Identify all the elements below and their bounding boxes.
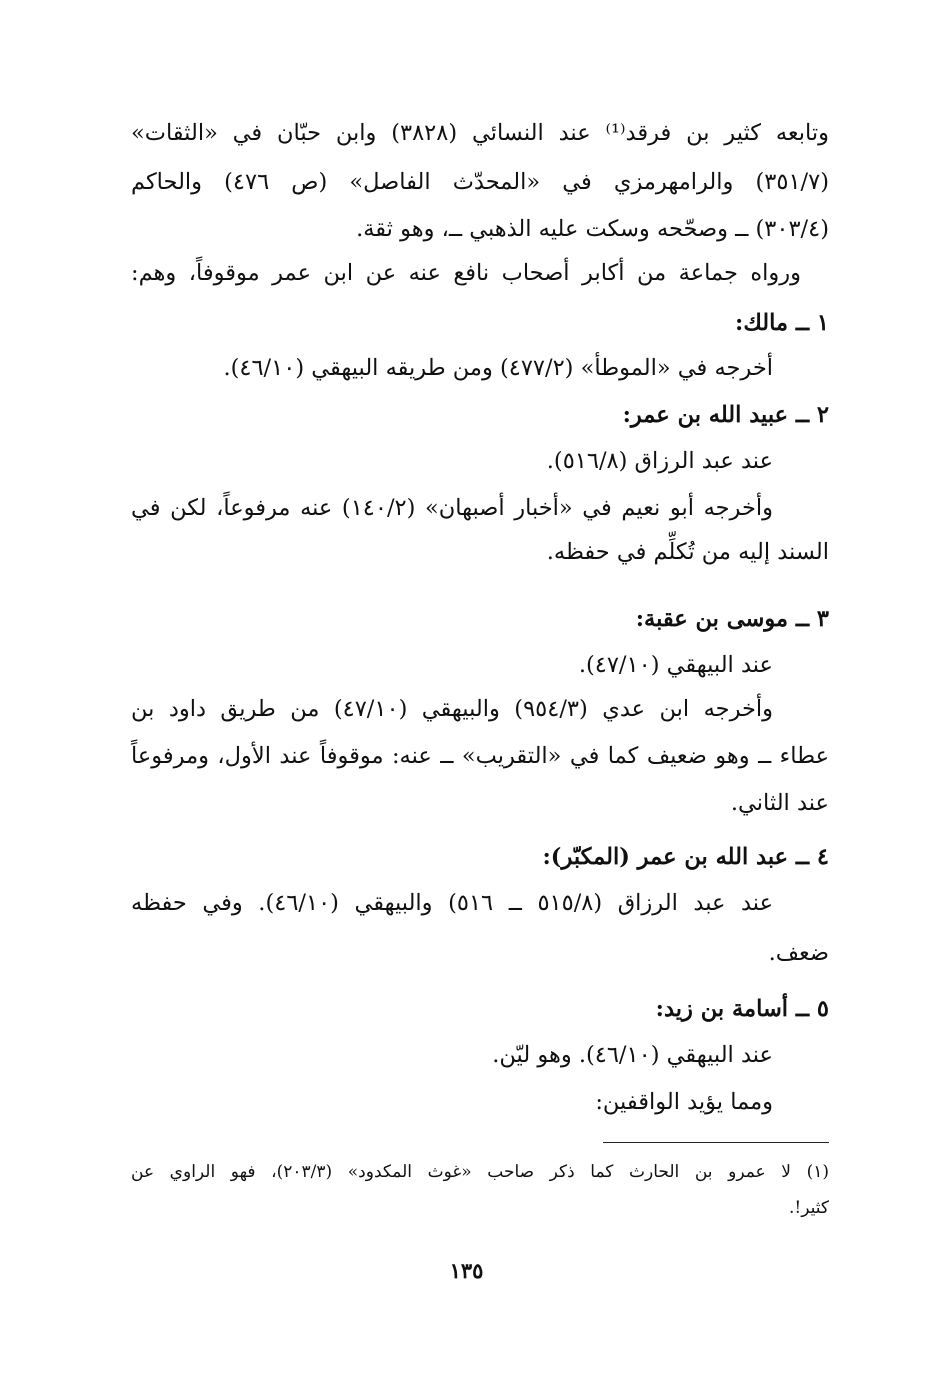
section-heading-4: ٤ ــ عبد الله بن عمر (المكبّر): [542,844,829,870]
paragraph-line: عند عبد الرزاق (٥١٦/٨). [546,448,773,474]
paragraph-line: ورواه جماعة من أكابر أصحاب نافع عنه عن ابن عمر موقوفاً، وهم: [131,260,801,286]
section-heading-1: ١ ــ مالك: [735,310,829,336]
paragraph-line: أخرجه في «الموطأ» (٤٧٧/٢) ومن طريقه البيهقي (٤٦/١٠). [223,355,773,381]
paragraph-line: عطاء ــ وهو ضعيف كما في «التقريب» ــ عنه: موقوفاً عند الأول، ومرفوعاً [131,743,829,769]
paragraph-line: (٣٠٣/٤) ــ وصحّحه وسكت عليه الذهبي ــ، وهو ثقة. [356,216,829,242]
section-heading-2: ٢ ــ عبيد الله بن عمر: [622,402,829,428]
paragraph-line: وأخرجه ابن عدي (٩٥٤/٣) والبيهقي (٤٧/١٠) من طريق داود بن [131,696,774,722]
section-heading-3: ٣ ــ موسى بن عقبة: [635,606,829,632]
paragraph-line: السند إليه من تُكلِّم في حفظه. [546,539,829,565]
footnote-separator [603,1142,829,1143]
paragraph-line: ومما يؤيد الواقفين: [595,1089,773,1115]
paragraph-line: عند الثاني. [730,790,829,816]
paragraph-line: وتابعه كثير بن فرقد⁽¹⁾ عند النسائي (٣٨٢٨) وابن حبّان في «الثقات» [131,120,829,146]
paragraph-line: عند البيهقي (٤٧/١٠). [578,652,773,678]
paragraph-line: عند البيهقي (٤٦/١٠). وهو ليّن. [492,1042,773,1068]
paragraph-line: عند عبد الرزاق (٥١٥/٨ ــ ٥١٦) والبيهقي (٤٦/١٠). وفي حفظه [131,890,773,916]
footnote-line: كثير!. [789,1198,829,1218]
footnote-line: (١) لا عمرو بن الحارث كما ذكر صاحب «غوث المكدود» (٢٠٣/٣)، فهو الراوي عن [131,1162,829,1182]
paragraph-line: ضعف. [768,940,829,966]
paragraph-line: (٣٥١/٧) والرامهرمزي في «المحدّث الفاصل» (ص ٤٧٦) والحاكم [131,169,829,195]
section-heading-5: ٥ ــ أسامة بن زيد: [655,996,829,1022]
paragraph-line: وأخرجه أبو نعيم في «أخبار أصبهان» (١٤٠/٢) عنه مرفوعاً، لكن في [131,495,773,521]
page-number: ١٣٥ [449,1258,484,1283]
